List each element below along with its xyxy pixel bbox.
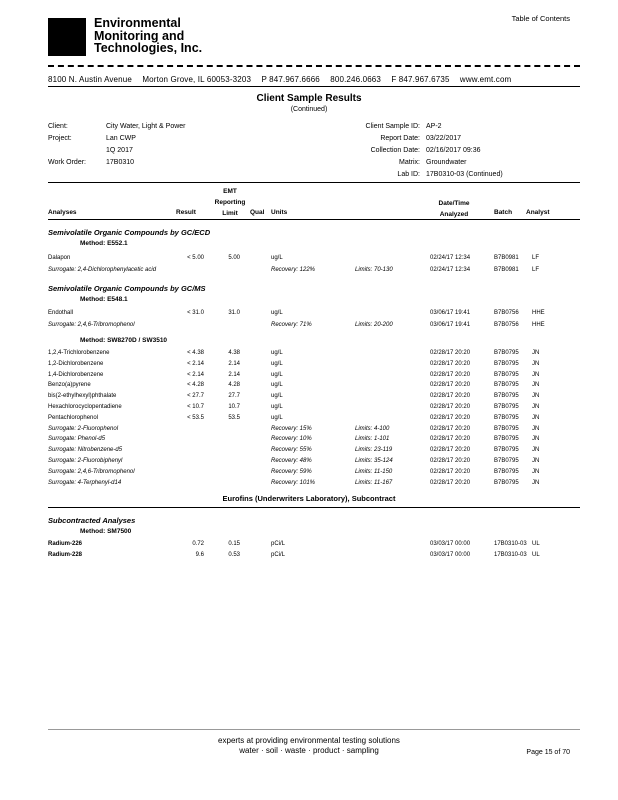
cell-limits: Limits: 35-124 — [355, 458, 393, 464]
cell-reporting-limit: 27.7 — [228, 393, 240, 400]
sample-id-value: AP-2 — [426, 123, 442, 130]
table-row — [0, 447, 618, 458]
address-street: 8100 N. Austin Avenue — [48, 75, 132, 84]
project-label: Project: — [48, 135, 72, 142]
company-logo — [48, 18, 86, 56]
table-of-contents-link[interactable]: Table of Contents — [511, 14, 570, 23]
subcontract-divider — [48, 507, 580, 508]
cell-reporting-limit: 4.38 — [228, 350, 240, 356]
cell-units: Recovery: 15% — [271, 425, 312, 432]
cell-analyte: 1,2,4-Trichlorobenzene — [48, 350, 110, 356]
cell-limits: Limits: 4-100 — [355, 425, 390, 432]
col-date-analyzed-line-1: Date/Time — [438, 200, 470, 207]
subcontract-heading: Eurofins (Underwriters Laboratory), Subcontract — [222, 494, 396, 503]
table-row — [0, 322, 618, 334]
cell-units: ug/L — [271, 350, 283, 356]
cell-units: Recovery: 59% — [271, 468, 312, 475]
lab-id-value: 17B0310-03 (Continued) — [426, 171, 503, 178]
cell-units: Recovery: 71% — [271, 322, 312, 328]
cell-analyst: JN — [532, 382, 540, 389]
table-row — [0, 480, 618, 491]
address-city: Morton Grove, IL 60053-3203 — [142, 75, 252, 84]
cell-reporting-limit: 4.28 — [228, 382, 240, 389]
cell-analyte: 1,4-Dichlorobenzene — [48, 371, 104, 378]
cell-limits: Limits: 11-150 — [355, 468, 393, 475]
cell-date-analyzed: 02/24/17 12:34 — [430, 267, 471, 273]
cell-analyst: JN — [532, 393, 540, 400]
cell-units: ug/L — [271, 393, 283, 400]
cell-reporting-limit: 5.00 — [228, 255, 240, 261]
cell-analyst: JN — [532, 458, 540, 464]
website: www.emt.com — [459, 75, 512, 84]
cell-batch: B7B0795 — [494, 479, 519, 486]
cell-units: Recovery: 101% — [271, 479, 316, 486]
cell-date-analyzed: 02/28/17 20:20 — [430, 350, 471, 356]
table-row — [0, 436, 618, 447]
table-row — [0, 426, 618, 437]
cell-date-analyzed: 02/28/17 20:20 — [430, 393, 471, 400]
col-reporting-limit-line-2: Reporting — [214, 199, 246, 206]
cell-analyst: HHE — [532, 310, 545, 316]
cell-reporting-limit: 31.0 — [228, 310, 240, 316]
cell-batch: B7B0795 — [494, 382, 519, 389]
table-row — [0, 350, 618, 361]
cell-result: < 31.0 — [187, 310, 204, 316]
cell-batch: B7B0795 — [494, 350, 519, 356]
cell-limits: Limits: 23-119 — [355, 447, 393, 454]
section-title-subcontracted: Subcontracted Analyses — [48, 516, 136, 525]
table-row — [0, 361, 618, 372]
cell-analyst: JN — [532, 371, 540, 378]
cell-units: pCi/L — [271, 541, 286, 547]
method-e552: Method: E552.1 — [80, 240, 128, 247]
cell-analyte: Surrogate: Nitrobenzene-d5 — [48, 447, 123, 454]
table-row — [0, 310, 618, 322]
cell-limits: Limits: 20-200 — [355, 322, 393, 328]
cell-batch: B7B0795 — [494, 425, 519, 432]
cell-analyte: Surrogate: Phenol-d5 — [48, 436, 106, 443]
cell-units: ug/L — [271, 360, 283, 367]
cell-date-analyzed: 03/03/17 00:00 — [430, 552, 471, 558]
cell-analyst: JN — [532, 360, 540, 367]
cell-batch: B7B0795 — [494, 458, 519, 464]
company-line-1: Environmental — [94, 16, 181, 30]
cell-analyte: Benzo(a)pyrene — [48, 382, 91, 389]
cell-batch: B7B0981 — [494, 255, 519, 261]
method-sw8270d: Method: SW8270D / SW3510 — [80, 337, 168, 344]
table-row — [0, 469, 618, 480]
table-row — [0, 552, 618, 563]
cell-units: ug/L — [271, 382, 283, 389]
cell-analyst: JN — [532, 479, 540, 486]
footer-tagline: experts at providing environmental testing solutions — [218, 736, 400, 745]
section-title-gc-ecd: Semivolatile Organic Compounds by GC/ECD — [48, 228, 211, 237]
page-number: Page 15 of 70 — [526, 749, 570, 756]
table-row — [0, 404, 618, 415]
col-reporting-limit — [212, 186, 248, 219]
cell-analyst: LF — [532, 267, 540, 273]
cell-reporting-limit: 0.53 — [228, 552, 240, 558]
col-analyses: Analyses — [48, 209, 77, 216]
report-date-value: 03/22/2017 — [426, 135, 462, 142]
cell-result: < 5.00 — [187, 255, 204, 261]
company-name — [94, 17, 202, 55]
cell-batch: B7B0795 — [494, 447, 519, 454]
cell-analyte: Dalapon — [48, 255, 71, 261]
cell-units: ug/L — [271, 371, 283, 378]
method-sm7500: Method: SM7500 — [80, 528, 132, 535]
cell-analyte: Radium-228 — [48, 552, 83, 558]
cell-batch: B7B0756 — [494, 322, 519, 328]
cell-analyst: JN — [532, 468, 540, 475]
matrix-label: Matrix: — [399, 159, 420, 166]
cell-result: < 4.28 — [187, 382, 204, 389]
cell-analyte: Surrogate: 2,4-Dichlorophenylacetic acid — [48, 267, 157, 273]
col-date-analyzed-line-2: Analyzed — [439, 211, 469, 218]
cell-analyst: JN — [532, 425, 540, 432]
cell-batch: B7B0795 — [494, 404, 519, 410]
col-reporting-limit-line-3: Limit — [222, 210, 238, 217]
phone-number: P 847.967.6666 — [261, 75, 320, 84]
cell-result: 9.6 — [195, 552, 204, 558]
table-row — [0, 415, 618, 426]
cell-analyte: Surrogate: 2,4,6-Tribromophenol — [48, 468, 135, 475]
method-e548: Method: E548.1 — [80, 296, 128, 303]
cell-batch: B7B0795 — [494, 414, 519, 421]
cell-units: Recovery: 48% — [271, 458, 312, 464]
cell-date-analyzed: 02/28/17 20:20 — [430, 360, 471, 367]
sample-id-label: Client Sample ID: — [365, 123, 420, 130]
table-row — [0, 267, 618, 279]
project-value-line-1: Lan CWP — [106, 135, 136, 142]
fax-number: F 847.967.6735 — [391, 75, 450, 84]
cell-result: < 27.7 — [187, 393, 204, 400]
address-divider — [48, 86, 580, 87]
cell-analyte: 1,2-Dichlorobenzene — [48, 360, 104, 367]
cell-result: < 53.5 — [187, 414, 204, 421]
col-batch: Batch — [494, 209, 513, 216]
cell-date-analyzed: 02/28/17 20:20 — [430, 404, 471, 410]
cell-reporting-limit: 0.15 — [228, 541, 240, 547]
cell-batch: B7B0756 — [494, 310, 519, 316]
col-analyst: Analyst — [526, 209, 550, 216]
cell-analyst: UL — [532, 541, 540, 547]
cell-result: < 4.38 — [187, 350, 204, 356]
cell-limits: Limits: 1-101 — [355, 436, 390, 443]
cell-units: ug/L — [271, 404, 283, 410]
table-row — [0, 382, 618, 393]
cell-date-analyzed: 02/28/17 20:20 — [430, 425, 471, 432]
cell-units: ug/L — [271, 310, 283, 316]
collection-date-label: Collection Date: — [370, 147, 420, 154]
header-divider — [48, 65, 580, 67]
report-date-label: Report Date: — [380, 135, 420, 142]
cell-date-analyzed: 02/24/17 12:34 — [430, 255, 471, 261]
address-bar — [48, 75, 519, 84]
cell-limits: Limits: 70-130 — [355, 267, 393, 273]
cell-reporting-limit: 2.14 — [228, 360, 240, 367]
cell-date-analyzed: 02/28/17 20:20 — [430, 436, 471, 443]
cell-analyte: Radium-226 — [48, 541, 83, 547]
cell-reporting-limit: 2.14 — [228, 371, 240, 378]
cell-date-analyzed: 03/03/17 00:00 — [430, 541, 471, 547]
phone-number-2: 800.246.0663 — [330, 75, 382, 84]
table-row — [0, 458, 618, 469]
cell-batch: B7B0795 — [494, 371, 519, 378]
cell-batch: B7B0795 — [494, 360, 519, 367]
cell-batch: B7B0795 — [494, 468, 519, 475]
company-line-2: Monitoring and — [94, 28, 185, 43]
cell-date-analyzed: 02/28/17 20:20 — [430, 414, 471, 421]
cell-date-analyzed: 02/28/17 20:20 — [430, 468, 471, 475]
cell-date-analyzed: 02/28/17 20:20 — [430, 371, 471, 378]
section-title-gc-ms: Semivolatile Organic Compounds by GC/MS — [48, 284, 206, 293]
footer-divider — [48, 729, 580, 730]
cell-units: Recovery: 10% — [271, 436, 312, 443]
cell-analyst: JN — [532, 404, 540, 410]
cell-analyte: Surrogate: 2-Fluorophenol — [48, 425, 119, 432]
col-qual: Qual — [250, 209, 265, 216]
col-reporting-limit-line-1: EMT — [223, 188, 237, 195]
lab-id-label: Lab ID: — [397, 171, 420, 178]
report-subtitle: (Continued) — [290, 106, 328, 113]
cell-units: pCi/L — [271, 552, 286, 558]
cell-units: ug/L — [271, 414, 283, 421]
cell-limits: Limits: 11-167 — [355, 479, 393, 486]
cell-result: < 10.7 — [187, 404, 204, 410]
work-order-label: Work Order: — [48, 159, 86, 166]
cell-analyte: Surrogate: 4-Terphenyl-d14 — [48, 479, 122, 486]
cell-batch: 17B0310-03 — [494, 552, 527, 558]
cell-reporting-limit: 10.7 — [228, 404, 240, 410]
cell-result: < 2.14 — [187, 371, 204, 378]
cell-date-analyzed: 02/28/17 20:20 — [430, 447, 471, 454]
client-value: City Water, Light & Power — [106, 123, 186, 130]
cell-date-analyzed: 02/28/17 20:20 — [430, 458, 471, 464]
cell-analyte: bis(2-ethylhexyl)phthalate — [48, 393, 117, 400]
collection-date-value: 02/16/2017 09:36 — [426, 147, 481, 154]
header-row-divider — [48, 219, 580, 220]
table-row — [0, 255, 618, 267]
cell-analyst: JN — [532, 414, 540, 421]
cell-date-analyzed: 02/28/17 20:20 — [430, 479, 471, 486]
project-value-line-2: 1Q 2017 — [106, 147, 133, 154]
cell-analyte: Pentachlorophenol — [48, 414, 99, 421]
table-row — [0, 372, 618, 383]
cell-reporting-limit: 53.5 — [228, 414, 240, 421]
cell-analyst: JN — [532, 436, 540, 443]
cell-date-analyzed: 03/06/17 19:41 — [430, 310, 471, 316]
table-row — [0, 393, 618, 404]
cell-analyst: JN — [532, 447, 540, 454]
cell-date-analyzed: 02/28/17 20:20 — [430, 382, 471, 389]
matrix-value: Groundwater — [426, 159, 467, 166]
col-result: Result — [176, 209, 196, 216]
table-row — [0, 541, 618, 552]
cell-batch: B7B0795 — [494, 436, 519, 443]
cell-analyst: UL — [532, 552, 540, 558]
cell-analyte: Surrogate: 2-Fluorobiphenyl — [48, 458, 123, 464]
cell-batch: B7B0981 — [494, 267, 519, 273]
footer-services: water · soil · waste · product · sampling — [239, 746, 379, 755]
cell-date-analyzed: 03/06/17 19:41 — [430, 322, 471, 328]
cell-units: Recovery: 122% — [271, 267, 316, 273]
cell-analyte: Endothall — [48, 310, 74, 316]
cell-analyte: Surrogate: 2,4,6-Tribromophenol — [48, 322, 135, 328]
cell-result: 0.72 — [192, 541, 204, 547]
cell-batch: 17B0310-03 — [494, 541, 527, 547]
report-title: Client Sample Results — [256, 93, 362, 104]
cell-analyst: LF — [532, 255, 540, 261]
col-units: Units — [271, 209, 288, 216]
cell-batch: B7B0795 — [494, 393, 519, 400]
cell-result: < 2.14 — [187, 360, 204, 367]
company-line-3: Technologies, Inc. — [94, 41, 203, 55]
work-order-value: 17B0310 — [106, 159, 135, 166]
cell-analyst: JN — [532, 350, 540, 356]
col-date-analyzed — [424, 198, 484, 220]
cell-units: ug/L — [271, 255, 283, 261]
cell-units: Recovery: 55% — [271, 447, 312, 454]
info-divider — [48, 182, 580, 183]
client-label: Client: — [48, 123, 68, 130]
cell-analyst: HHE — [532, 322, 545, 328]
cell-analyte: Hexachlorocyclopentadiene — [48, 404, 122, 410]
